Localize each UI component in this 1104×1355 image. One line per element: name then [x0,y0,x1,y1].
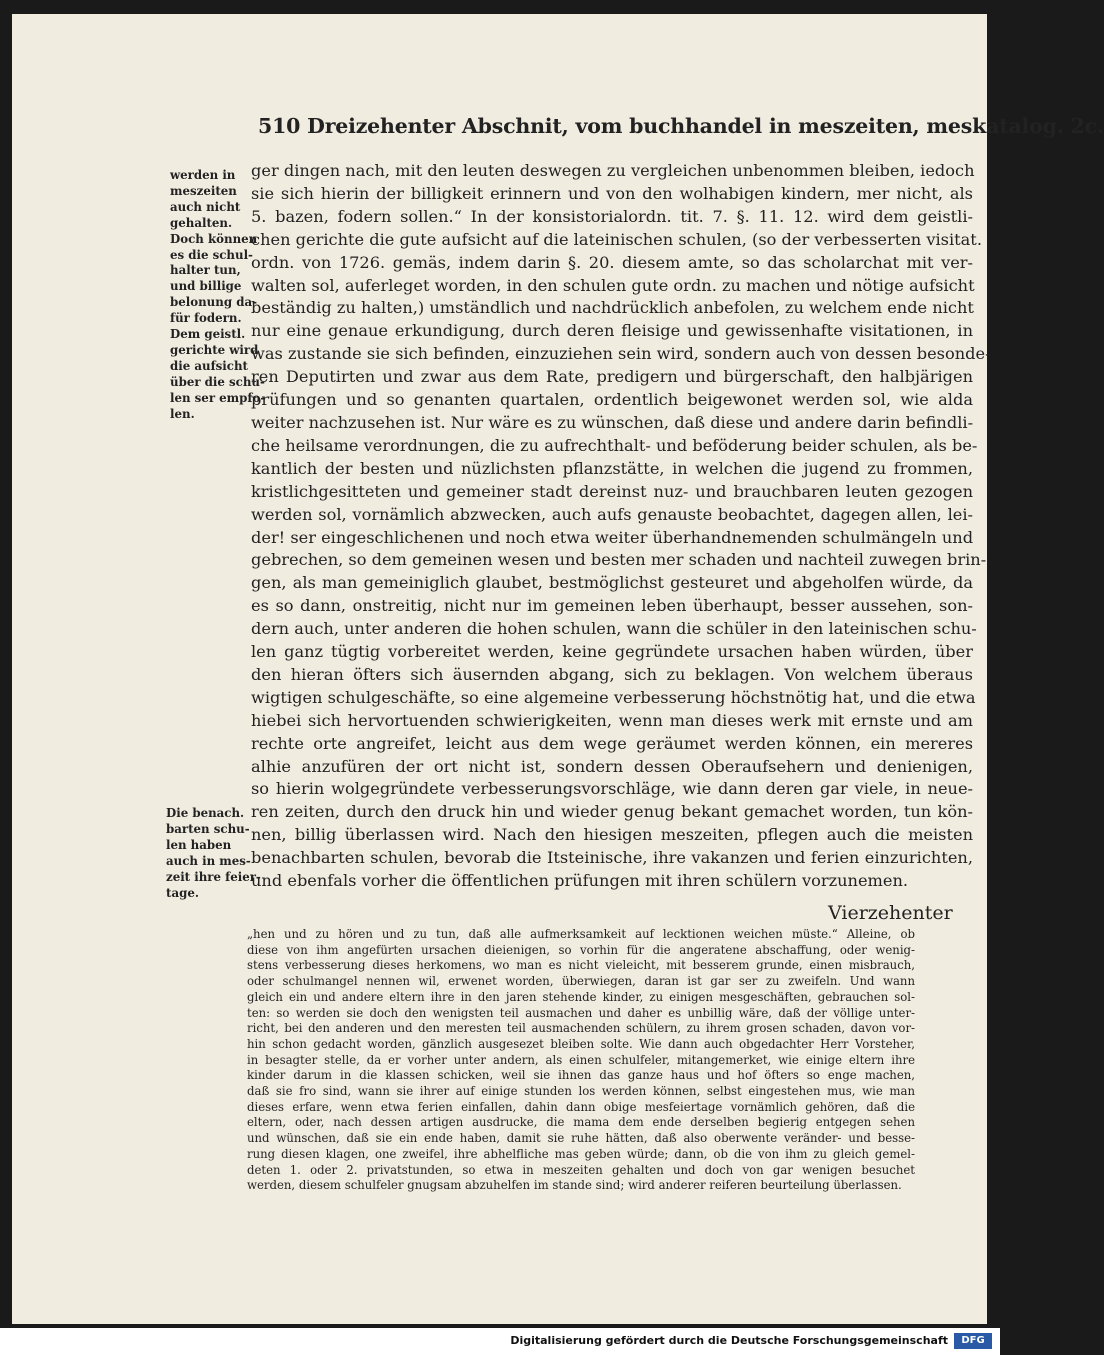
text-line: ordn. von 1726. gemäs, indem darin §. 20. diesem amte, so das scholarchat mit ver- [251,252,973,272]
margin-note-line: Die benach. [166,806,245,820]
margin-note-line: Dem geistl. [170,327,246,342]
footnote-line: richt, bei den anderen und den meresten teil ausmachenden schülern, zu ihrem grosen schaden, davon vor- [247,1021,915,1036]
margin-note-line: die aufsicht [170,358,248,373]
margin-note [166,806,261,901]
footnote-line: daß sie fro sind, wann sie ihrer auf einige stunden los werden können, selbst eingestehen mus, wie man [247,1084,915,1099]
dfg-logo: DFG [954,1333,992,1349]
catchword: Vierzehenter [828,902,953,924]
text-line: ren Deputirten und zwar aus dem Rate, predigern und bürgerschaft, den halbjärigen [251,367,973,387]
footnote-line: in besagter stelle, da er vorher unter andern, als einen schulfeler, mitangemerket, wie einige eltern ihre [247,1052,915,1067]
text-line: und ebenfals vorher die öffentlichen prüfungen mit ihren schülern vorzunemen. [251,871,909,891]
text-line: gebrechen, so dem gemeinen wesen und besten mer schaden und nachteil zuwegen brin- [251,550,987,570]
footer-bar [0,1328,1000,1355]
footnote-line: ten: so werden sie doch den wenigsten teil ausmachen und daher es unbillig wäre, daß der völlige unter- [247,1005,915,1020]
margin-note-line: auch in mes- [166,853,251,868]
margin-note-line: halter tun, [170,263,241,278]
text-line: nen, billig überlassen wird. Nach den hiesigen meszeiten, pflegen auch die meisten [251,825,973,845]
text-line: weiter nachzusehen ist. Nur wäre es zu wünschen, daß diese und andere darin befindli- [251,412,974,432]
margin-note-line: und billige [170,279,242,294]
margin-note-line: auch nicht [170,199,241,214]
text-line: was zustande sie sich befinden, einzuziehen sein wird, sondern auch von dessen besonde- [251,344,991,364]
body-text [251,160,991,893]
footnote-line: werden, diesem schulfeler gnugsam abzuhelfen im stande sind; wird anderer reiferen beurteilung überlassen. [247,1178,902,1193]
footnote-line: oder schulmangel nennen wil, erwenet worden, überwiegen, daran ist gar ser zu zweifeln. Und wann [247,974,915,989]
text-line: so hierin wolgegründete verbesserungsvorschläge, wie dann deren gar viele, in neue- [251,779,973,799]
margin-note-line: gehalten. [170,215,233,230]
footnote-line: eltern, oder, nach dessen artigen ausdrucke, die mama dem ende derselben begierig entgegen sehen [247,1115,915,1130]
text-line: hiebei sich hervortuenden schwierigkeiten, wenn man dieses werk mit ernste und am [251,710,973,730]
text-line: prüfungen und so genanten quartalen, ordentlich beigewonet werden sol, wie alda [251,390,973,410]
running-header: 510 Dreizehenter Abschnit, vom buchhandel in meszeiten, meskatalog. 2c. [258,114,1104,138]
text-line: kristlichgesitteten und gemeiner stadt dereinst nuz- und brauchbaren leuten gezogen [251,481,973,501]
text-line: walten sol, auferleget worden, in den schulen gute ordn. zu machen und nötige aufsicht [251,275,975,295]
margin-note-line: es die schul- [170,247,253,262]
margin-note-line: len haben [166,837,232,852]
text-line: beständig zu halten,) umständlich und nachdrücklich anbefolen, zu welchem ende nicht [251,298,974,318]
margin-note-line: zeit ihre feier- [166,869,261,884]
margin-note-line: Doch können [170,231,258,246]
footnote-line: stens verbesserung dieses herkomens, wo man es nicht vieleicht, mit besserem grunde, einen misbrauch, [247,958,915,973]
text-line: rechte orte angreifet, leicht aus dem wege geräumet werden können, ein mereres [251,733,973,753]
text-line: nur eine genaue erkundigung, durch deren fleisige und gewissenhafte visitationen, in [251,321,973,341]
margin-note-line: für fodern. [170,311,242,326]
margin-note-line: len. [170,406,195,421]
text-line: gen, als man gemeiniglich glaubet, bestmöglichst gesteuret und abgeholfen würde, da [251,573,973,593]
text-line: len ganz tügtig vorbereitet werden, keine gegründete ursachen haben würden, über [251,642,973,662]
text-line: wigtigen schulgeschäfte, so eine algemeine verbesserung höchstnötig hat, und die etwa [251,687,976,707]
text-line: kantlich der besten und nüzlichsten pflanzstätte, in welchen die jugend zu frommen, [251,458,973,478]
text-line: dern auch, unter anderen die hohen schulen, wann die schüler in den lateinischen schu- [251,619,977,639]
margin-note-line: über die schu- [170,374,265,389]
text-line: sie sich hierin der billigkeit erinnern und von den wolhabigen kindern, mer nicht, als [251,183,973,203]
text-line: es so dann, onstreitig, nicht nur im gemeinen leben überhaupt, besser aussehen, son- [251,596,973,616]
text-line: ger dingen nach, mit den leuten deswegen zu vergleichen unbenommen bleiben, iedoch [251,161,975,180]
footnote-line: kinder darum in die klassen schicken, weil sie ihnen das ganze haus und hof öfters so enge machen, [247,1068,915,1083]
footnote-line: dieses erfare, wenn etwa ferien einfallen, dahin dann obige mesfeiertage vornämlich gehören, daß die [247,1099,915,1114]
text-line: werden sol, vornämlich abzwecken, auch aufs genauste beobachtet, dagegen allen, lei- [251,504,973,524]
margin-note-line: werden in [170,168,236,182]
text-line: der! ser eingeschlichenen und noch etwa weiter überhandnemenden schulmängeln und [251,527,974,547]
footnote-line: gleich ein und andere eltern ihre in den jaren stehende kinder, zu einigen mesgeschäften, gebrauchen sol- [247,989,915,1004]
footnote-line: rung diesen klagen, one zweifel, ihre abhelfliche mas geben würde; dann, ob die von ihm zu gleich gemel- [247,1146,915,1161]
text-line: chen gerichte die gute aufsicht auf die lateinischen schulen, (so der verbesserten visitat. [251,229,982,249]
margin-note-line: gerichte wird [170,342,259,357]
margin-note-line: meszeiten [170,183,237,198]
text-line: ren zeiten, durch den druck hin und wieder genug bekant gemachet worden, tun kön- [251,802,973,822]
footnote [247,927,915,1194]
text-line: alhie anzufüren der ort nicht ist, sondern dessen Oberaufsehern und denienigen, [251,756,973,776]
text-line: benachbarten schulen, bevorab die Itsteinische, ihre vakanzen und ferien einzurichten, [251,848,973,868]
funding-credit: Digitalisierung gefördert durch die Deutsche Forschungsgemeinschaft [510,1334,948,1347]
footnote-line: deten 1. oder 2. privatstunden, so etwa in meszeiten gehalten und doch von gar wenigen besuchet [247,1162,915,1177]
footnote-line: hin schon gedacht worden, gänzlich ausgesezet bleiben solte. Wie dann auch obgedachter Herr Vorsteher, [247,1036,915,1051]
text-line: che heilsame verordnungen, die zu aufrechthalt- und beföderung beider schulen, als be- [251,435,978,455]
footnote-line: „hen und zu hören und zu tun, daß alle aufmerksamkeit auf lecktionen weichen müste.“ Alleine, ob [247,927,915,941]
margin-note-line: tage. [166,885,199,900]
text-line: 5. bazen, fodern sollen.“ In der konsistorialordn. tit. 7. §. 11. 12. wird dem geistli- [251,206,973,226]
margin-note-line: len ser empfo- [170,390,266,405]
margin-note-line: barten schu- [166,821,250,836]
footnote-line: und wünschen, daß sie ein ende haben, damit sie ruhe hätten, daß also oberwente veränder- und besse- [247,1131,915,1146]
margin-note-line: belonung da- [170,295,257,310]
text-line: den hieran öfters sich äusernden abgang, sich zu beklagen. Von welchem überaus [251,664,973,684]
footnote-line: diese von ihm angefürten ursachen dieienigen, so vorhin für die angeratene abschaffung, oder wenig- [247,942,915,957]
